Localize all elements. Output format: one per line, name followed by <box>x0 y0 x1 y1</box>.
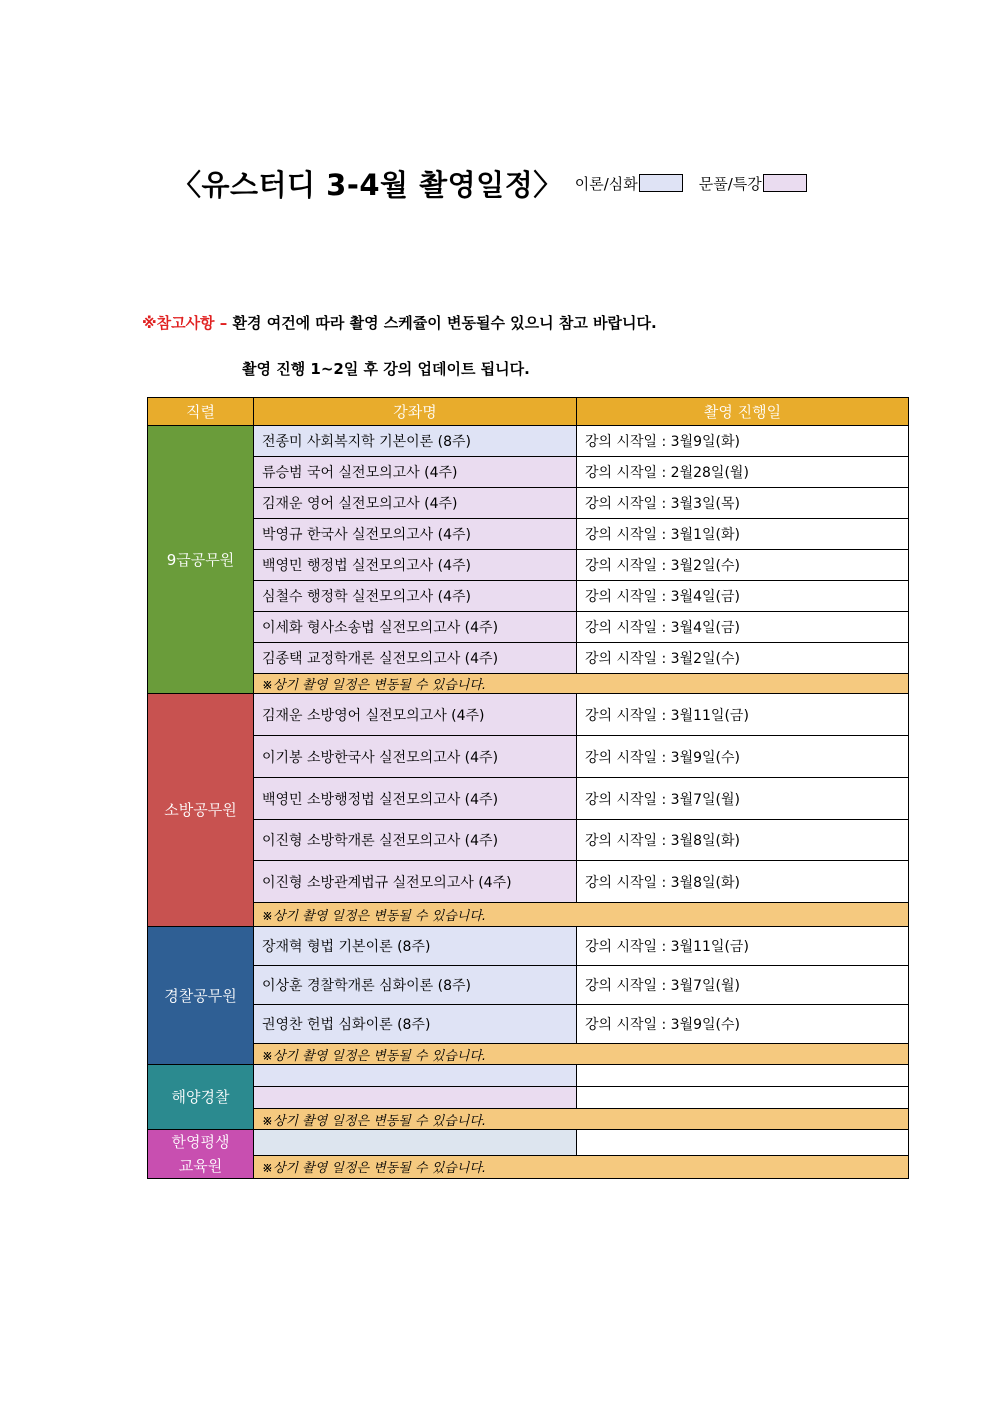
course-cell: 권영찬 헌법 심화이론 (8주) <box>254 1005 577 1044</box>
table-row <box>148 1005 909 1044</box>
table-row <box>148 643 909 674</box>
course-cell: 심철수 행정학 실전모의고사 (4주) <box>254 581 577 612</box>
header-date: 촬영 진행일 <box>577 398 909 426</box>
table-row <box>148 426 909 457</box>
course-cell: 백영민 행정법 실전모의고사 (4주) <box>254 550 577 581</box>
table-row <box>148 861 909 903</box>
notice-cell: ※상기 촬영 일정은 변동될 수 있습니다. <box>254 903 909 927</box>
course-cell: 백영민 소방행정법 실전모의고사 (4주) <box>254 778 577 820</box>
date-cell: 강의 시작일 : 3월3일(목) <box>577 488 909 519</box>
course-cell: 이기봉 소방한국사 실전모의고사 (4주) <box>254 736 577 778</box>
table-row <box>148 1130 909 1156</box>
category-경찰: 경찰공무원 <box>148 927 254 1065</box>
category-line-1: 한영평생 <box>171 1133 230 1151</box>
notice-row <box>148 1155 909 1178</box>
table-row <box>148 820 909 861</box>
table-row <box>148 581 909 612</box>
course-cell: 이상훈 경찰학개론 심화이론 (8주) <box>254 966 577 1005</box>
date-cell: 강의 시작일 : 3월11일(금) <box>577 694 909 736</box>
course-cell <box>254 1130 577 1156</box>
title-row <box>172 160 807 206</box>
notice-row <box>148 1109 909 1130</box>
course-cell: 이세화 형사소송법 실전모의고사 (4주) <box>254 612 577 643</box>
table-row <box>148 927 909 966</box>
table-row <box>148 1087 909 1109</box>
category-line-2: 교육원 <box>178 1157 223 1175</box>
date-cell: 강의 시작일 : 3월11일(금) <box>577 927 909 966</box>
notice-cell: ※상기 촬영 일정은 변동될 수 있습니다. <box>254 1155 909 1178</box>
notice-row <box>148 674 909 694</box>
table-row <box>148 457 909 488</box>
notice-cell: ※상기 촬영 일정은 변동될 수 있습니다. <box>254 1044 909 1065</box>
course-cell: 류승범 국어 실전모의고사 (4주) <box>254 457 577 488</box>
legend-special-swatch <box>763 174 807 192</box>
note-line-1 <box>142 312 657 333</box>
date-cell: 강의 시작일 : 3월9일(수) <box>577 1005 909 1044</box>
notice-row <box>148 903 909 927</box>
note-text-1: 환경 여건에 따라 촬영 스케쥴이 변동될수 있으니 참고 바랍니다. <box>232 314 657 332</box>
course-cell: 김재운 소방영어 실전모의고사 (4주) <box>254 694 577 736</box>
date-cell: 강의 시작일 : 3월1일(화) <box>577 519 909 550</box>
header-course: 강좌명 <box>254 398 577 426</box>
legend-theory-label: 이론/심화 <box>574 174 638 193</box>
date-cell <box>577 1087 909 1109</box>
table-row <box>148 488 909 519</box>
date-cell: 강의 시작일 : 3월4일(금) <box>577 581 909 612</box>
date-cell: 강의 시작일 : 3월2일(수) <box>577 550 909 581</box>
category-9급: 9급공무원 <box>148 426 254 694</box>
date-cell: 강의 시작일 : 3월8일(화) <box>577 820 909 861</box>
date-cell: 강의 시작일 : 3월9일(수) <box>577 736 909 778</box>
date-cell: 강의 시작일 : 3월7일(월) <box>577 778 909 820</box>
date-cell <box>577 1130 909 1156</box>
header-category: 직렬 <box>148 398 254 426</box>
note-line-2: 촬영 진행 1~2일 후 강의 업데이트 됩니다. <box>242 360 530 378</box>
course-cell: 전종미 사회복지학 기본이론 (8주) <box>254 426 577 457</box>
date-cell: 강의 시작일 : 3월8일(화) <box>577 861 909 903</box>
course-cell: 장재혁 형법 기본이론 (8주) <box>254 927 577 966</box>
category-해양경찰: 해양경찰 <box>148 1065 254 1130</box>
category-한영평생교육원 <box>148 1130 254 1179</box>
date-cell: 강의 시작일 : 3월9일(화) <box>577 426 909 457</box>
table-row <box>148 1065 909 1087</box>
date-cell: 강의 시작일 : 2월28일(월) <box>577 457 909 488</box>
table-row <box>148 694 909 736</box>
notice-row <box>148 1044 909 1065</box>
course-cell: 이진형 소방관계법규 실전모의고사 (4주) <box>254 861 577 903</box>
table-row <box>148 550 909 581</box>
notice-cell: ※상기 촬영 일정은 변동될 수 있습니다. <box>254 1109 909 1130</box>
course-cell <box>254 1087 577 1109</box>
table-row <box>148 736 909 778</box>
date-cell: 강의 시작일 : 3월2일(수) <box>577 643 909 674</box>
page-title: 〈유스터디 3-4월 촬영일정〉 <box>172 167 563 202</box>
legend-special-label: 문풀/특강 <box>698 174 762 193</box>
course-cell: 박영규 한국사 실전모의고사 (4주) <box>254 519 577 550</box>
table-row <box>148 778 909 820</box>
notice-cell: ※상기 촬영 일정은 변동될 수 있습니다. <box>254 674 909 694</box>
date-cell: 강의 시작일 : 3월4일(금) <box>577 612 909 643</box>
course-cell: 김재운 영어 실전모의고사 (4주) <box>254 488 577 519</box>
table-header-row <box>148 398 909 426</box>
course-cell: 김종택 교정학개론 실전모의고사 (4주) <box>254 643 577 674</box>
table-row <box>148 519 909 550</box>
category-소방: 소방공무원 <box>148 694 254 927</box>
course-cell <box>254 1065 577 1087</box>
note-label: ※참고사항 – <box>142 314 228 332</box>
date-cell <box>577 1065 909 1087</box>
table-row <box>148 966 909 1005</box>
course-cell: 이진형 소방학개론 실전모의고사 (4주) <box>254 820 577 861</box>
date-cell: 강의 시작일 : 3월7일(월) <box>577 966 909 1005</box>
schedule-table <box>147 397 909 1179</box>
legend-theory-swatch <box>639 174 683 192</box>
table-row <box>148 612 909 643</box>
